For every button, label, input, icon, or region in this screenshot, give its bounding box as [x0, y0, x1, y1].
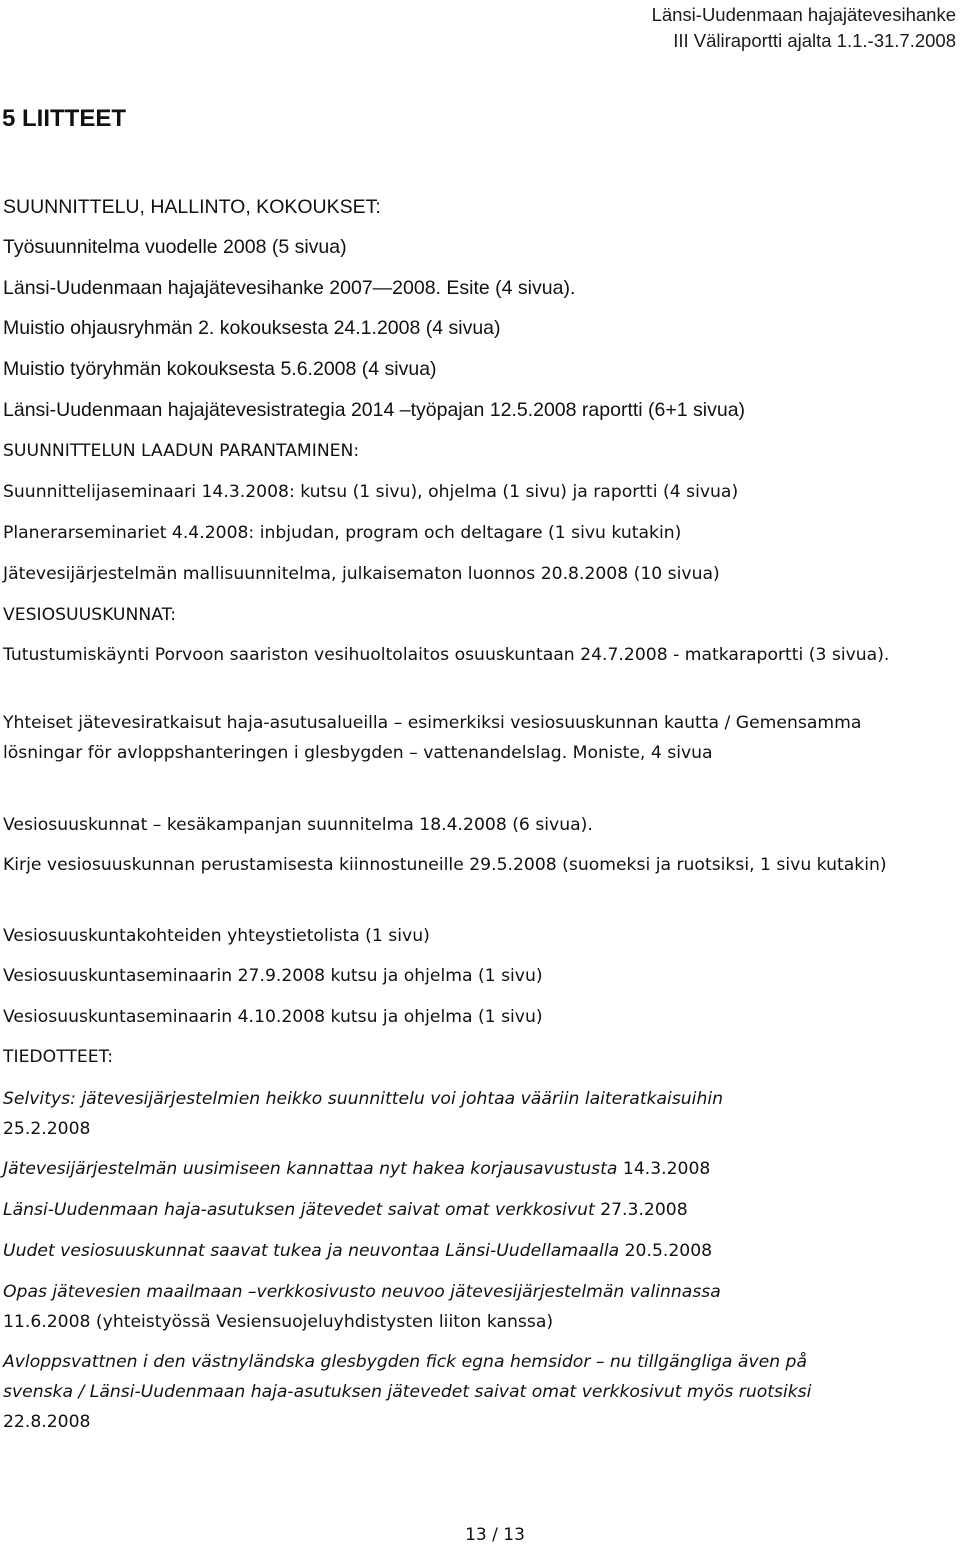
list-item: Tutustumiskäynti Porvoon saariston vesihuoltolaitos osuuskuntaan 24.7.2008 - matkaraportti (3 sivua).: [3, 645, 890, 665]
press-release-title: Jätevesijärjestelmän uusimiseen kannattaa nyt hakea korjausavustusta: [3, 1159, 618, 1179]
press-release-item: [3, 1347, 873, 1437]
press-release-item: [3, 1236, 903, 1266]
press-release-title: Selvitys: jätevesijärjestelmien heikko suunnittelu voi johtaa vääriin laiteratkaisuihin: [3, 1089, 724, 1109]
list-item: Vesiosuuskunnat – kesäkampanjan suunnitelma 18.4.2008 (6 sivua).: [3, 815, 593, 835]
press-release-date: 14.3.2008: [622, 1159, 711, 1179]
list-item: Planerarseminariet 4.4.2008: inbjudan, program och deltagare (1 sivu kutakin): [3, 523, 682, 543]
header-project-name: Länsi-Uudenmaan hajajätevesihanke: [651, 4, 956, 25]
list-item: Länsi-Uudenmaan hajajätevesistrategia 2014 –työpajan 12.5.2008 raportti (6+1 sivua): [3, 399, 746, 421]
running-header: [652, 2, 956, 54]
list-item: Työsuunnitelma vuodelle 2008 (5 sivua): [3, 236, 347, 258]
press-release-item: [3, 1277, 903, 1337]
press-release-title: Avloppsvattnen i den västnyländska glesbygden fick egna hemsidor – nu tillgängliga även på svenska / Länsi-Uudenmaan haja-asutuksen jätevedet saivat omat verkkosivut myös ruotsiksi: [3, 1352, 812, 1402]
press-release-date: 20.5.2008: [624, 1241, 713, 1261]
press-release-date: 27.3.2008: [600, 1200, 688, 1220]
section-heading: 5 LIITTEET: [2, 105, 127, 132]
press-release-date: 25.2.2008: [3, 1119, 91, 1139]
list-item: Suunnittelijaseminaari 14.3.2008: kutsu (1 sivu), ohjelma (1 sivu) ja raportti (4 sivua): [3, 482, 739, 502]
list-item: Vesiosuuskuntaseminaarin 27.9.2008 kutsu ja ohjelma (1 sivu): [3, 966, 543, 986]
subsection-cooperatives: VESIOSUUSKUNNAT:: [3, 605, 177, 625]
list-item: Kirje vesiosuuskunnan perustamisesta kiinnostuneille 29.5.2008 (suomeksi ja ruotsiksi, 1 sivu kutakin): [3, 855, 887, 875]
list-item: Muistio ohjausryhmän 2. kokouksesta 24.1.2008 (4 sivua): [3, 317, 501, 339]
list-item: Jätevesijärjestelmän mallisuunnitelma, julkaisematon luonnos 20.8.2008 (10 sivua): [3, 564, 720, 584]
press-release-title: Länsi-Uudenmaan haja-asutuksen jätevedet saivat omat verkkosivut: [3, 1200, 595, 1220]
press-release-item: [3, 1195, 903, 1225]
header-report-period: III Väliraportti ajalta 1.1.-31.7.2008: [673, 30, 956, 51]
page-number: 13 / 13: [465, 1525, 525, 1545]
press-release-item: [3, 1154, 903, 1184]
press-release-title: Uudet vesiosuuskunnat saavat tukea ja neuvontaa Länsi-Uudellamaalla: [3, 1241, 620, 1261]
subsection-quality: SUUNNITTELUN LAADUN PARANTAMINEN:: [3, 441, 360, 461]
list-item: Vesiosuuskuntaseminaarin 4.10.2008 kutsu ja ohjelma (1 sivu): [3, 1007, 543, 1027]
subsection-press-releases: TIEDOTTEET:: [3, 1047, 114, 1067]
list-item: Muistio työryhmän kokouksesta 5.6.2008 (4 sivua): [3, 358, 437, 380]
press-release-item: [3, 1084, 903, 1144]
subsection-planning: SUUNNITTELU, HALLINTO, KOKOUKSET:: [3, 196, 381, 218]
list-item: Länsi-Uudenmaan hajajätevesihanke 2007—2008. Esite (4 sivua).: [3, 277, 576, 299]
press-release-date: 22.8.2008: [3, 1412, 91, 1432]
press-release-title: Opas jätevesien maailmaan –verkkosivusto neuvoo jätevesijärjestelmän valinnassa: [3, 1282, 721, 1302]
list-item: Yhteiset jätevesiratkaisut haja-asutusalueilla – esimerkiksi vesiosuuskunnan kautta / Gemensamma lösningar för avloppshanteringen i glesbygden – vattenandelslag. Moniste, 4 sivua: [3, 713, 862, 763]
list-item: Vesiosuuskuntakohteiden yhteystietolista (1 sivu): [3, 926, 430, 946]
press-release-date: 11.6.2008 (yhteistyössä Vesiensuojeluyhdistysten liiton kanssa): [3, 1312, 554, 1332]
